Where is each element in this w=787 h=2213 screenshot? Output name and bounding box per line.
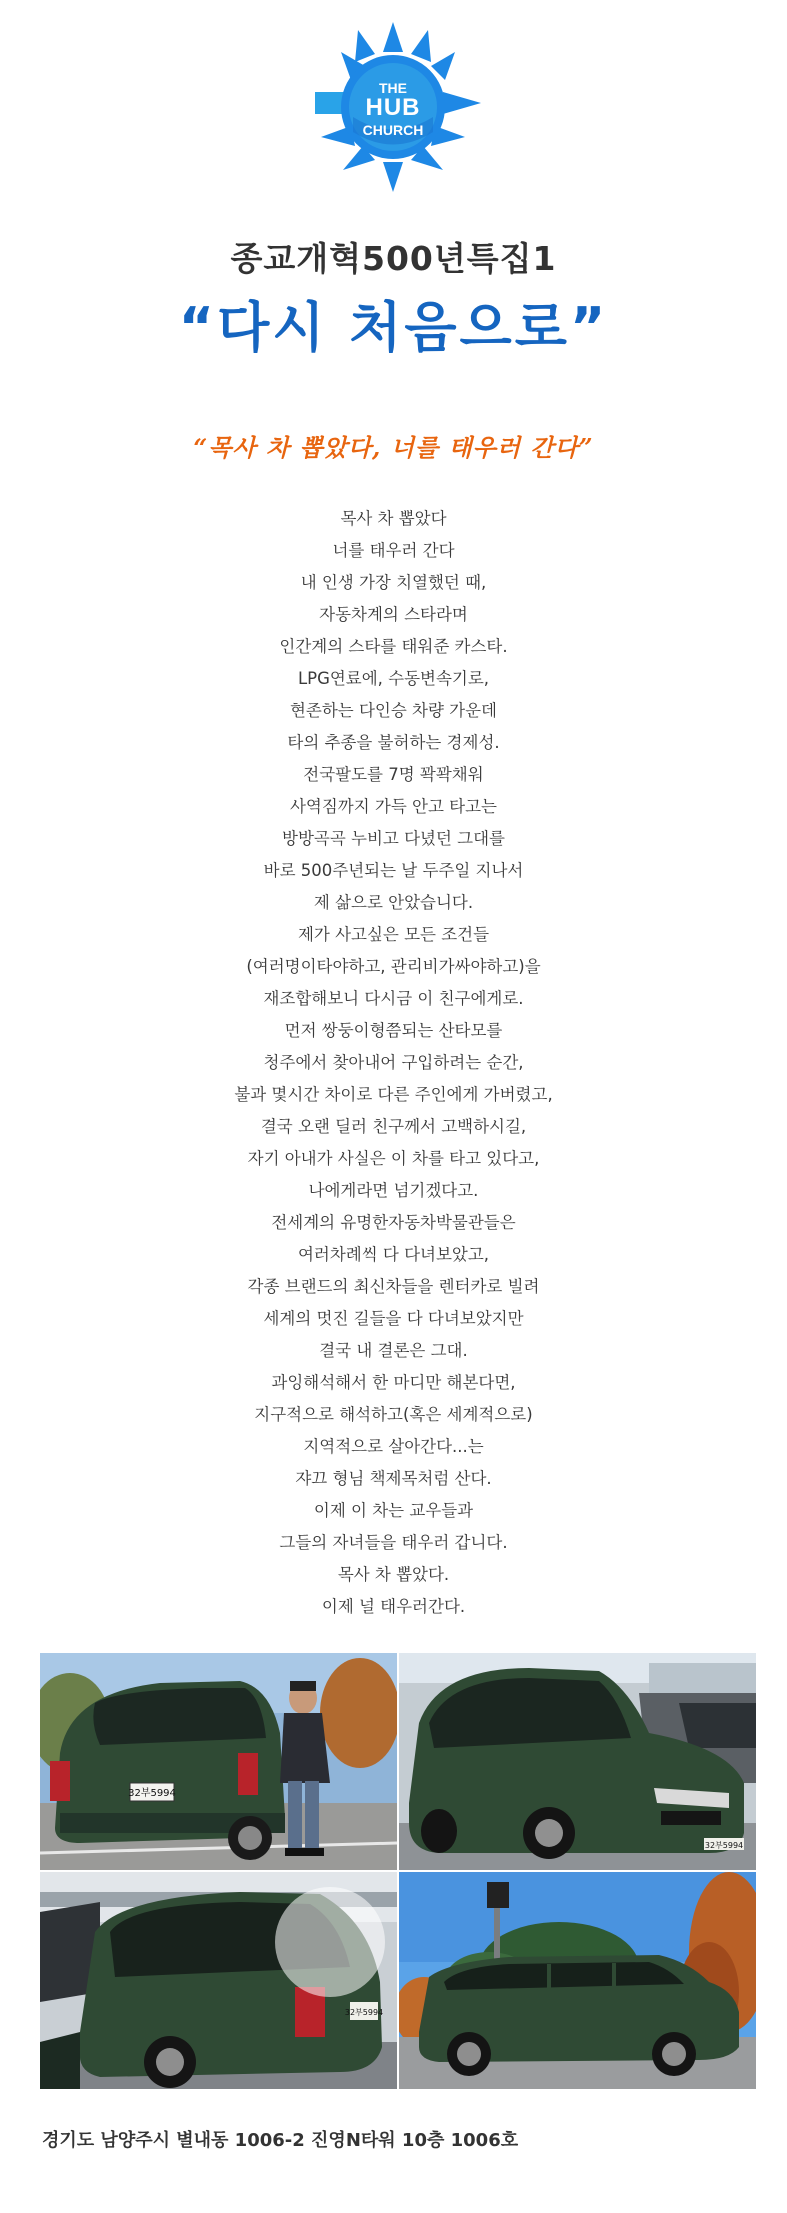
poem-line: 지역적으로 살아간다...는 bbox=[303, 1437, 484, 1456]
poem-line: 먼저 쌍둥이형쯤되는 산타모를 bbox=[284, 1021, 503, 1040]
logo-line-the: THE bbox=[379, 80, 407, 96]
poem-line: 전세계의 유명한자동차박물관들은 bbox=[271, 1213, 516, 1232]
photo-car-front bbox=[399, 1653, 756, 1870]
poem-line: 각종 브랜드의 최신차들을 렌터카로 빌려 bbox=[247, 1277, 540, 1296]
poem-line: 목사 차 뽑았다. bbox=[337, 1565, 450, 1584]
plate-text-3: 32부5994 bbox=[344, 2008, 384, 2017]
poem-line: (여러명이타야하고, 관리비가싸야하고)을 bbox=[246, 957, 541, 976]
church-logo bbox=[303, 22, 483, 192]
logo-line-church: CHURCH bbox=[362, 122, 424, 138]
series-subtitle: 종교개혁500년특집1 bbox=[230, 239, 557, 278]
plate-text-1: 32부5994 bbox=[128, 1788, 176, 1799]
poem-line: 이제 널 태우러간다. bbox=[321, 1597, 466, 1616]
poem-line: 전국팔도를 7명 꽉꽉채워 bbox=[303, 765, 484, 784]
poem-line: 타의 추종을 불허하는 경제성. bbox=[287, 733, 500, 752]
poem-line: 지구적으로 해석하고(혹은 세계적으로) bbox=[254, 1405, 533, 1424]
poem-line: 불과 몇시간 차이로 다른 주인에게 가버렸고, bbox=[234, 1085, 553, 1104]
poem-line: 쟈끄 형님 책제목처럼 산다. bbox=[295, 1469, 492, 1488]
highlight-quote: “목사 차 뽑았다, 너를 태우러 간다” bbox=[193, 433, 594, 462]
poem-body bbox=[0, 503, 787, 1623]
photo-car-rear-with-man bbox=[40, 1653, 397, 1870]
poem-line: 여러차례씩 다 다녀보았고, bbox=[297, 1245, 490, 1264]
logo-line-hub: HUB bbox=[365, 94, 421, 121]
poem-line: 과잉해석해서 한 마디만 해본다면, bbox=[271, 1373, 516, 1392]
poem-line: 세계의 멋진 길들을 다 다녀보았지만 bbox=[263, 1309, 524, 1328]
poem-line: 제 삶으로 안았습니다. bbox=[313, 893, 474, 912]
poem-line: 너를 태우러 간다 bbox=[332, 541, 455, 560]
poem-line: 제가 사고싶은 모든 조건들 bbox=[297, 925, 490, 944]
poem-line: 내 인생 가장 치열했던 때, bbox=[300, 573, 487, 592]
poem-line: 자동차계의 스타라며 bbox=[319, 605, 468, 624]
poem-line: 바로 500주년되는 날 두주일 지나서 bbox=[263, 861, 524, 880]
poem-line: 인간계의 스타를 태워준 카스타. bbox=[279, 637, 508, 656]
poem-line: 방방곡곡 누비고 다녔던 그대를 bbox=[282, 829, 505, 848]
church-address: 경기도 남양주시 별내동 1006-2 진영N타워 10층 1006호 bbox=[42, 2130, 519, 2151]
poem-line: 사역짐까지 가득 안고 타고는 bbox=[289, 797, 497, 816]
photo-car-side bbox=[399, 1872, 756, 2089]
poem-line: 결국 내 결론은 그대. bbox=[319, 1341, 468, 1360]
photo-car-rear-quarter bbox=[40, 1872, 397, 2089]
poem-line: 자기 아내가 사실은 이 차를 타고 있다고, bbox=[247, 1149, 540, 1168]
poem-line: 결국 오랜 딜러 친구께서 고백하시길, bbox=[260, 1117, 527, 1136]
poem-line: 현존하는 다인승 차량 가운데 bbox=[289, 701, 497, 720]
poem-line: 재조합해보니 다시금 이 친구에게로. bbox=[263, 989, 524, 1008]
poem-line: LPG연료에, 수동변속기로, bbox=[297, 669, 490, 688]
plate-text-2: 32부5994 bbox=[704, 1841, 744, 1850]
poem-line: 청주에서 찾아내어 구입하려는 순간, bbox=[263, 1053, 524, 1072]
poem-line: 이제 이 차는 교우들과 bbox=[313, 1501, 474, 1520]
page-title: “다시 처음으로” bbox=[178, 296, 609, 359]
poem-line: 그들의 자녀들을 태우러 갑니다. bbox=[279, 1533, 508, 1552]
poem-line: 나에게라면 넘기겠다고. bbox=[308, 1181, 479, 1200]
poem-line: 목사 차 뽑았다 bbox=[340, 509, 447, 528]
